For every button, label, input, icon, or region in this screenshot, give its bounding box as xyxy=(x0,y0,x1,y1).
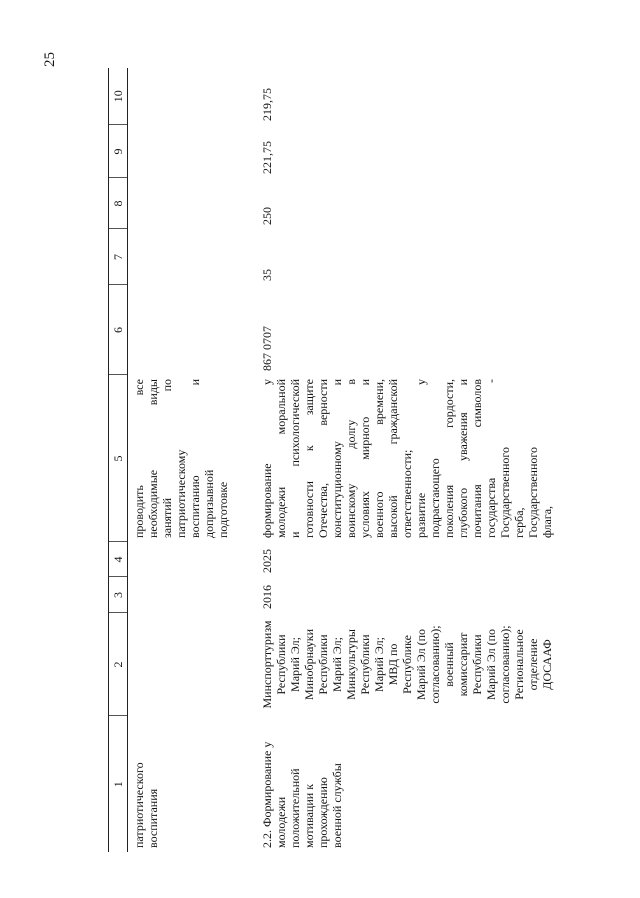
text-line: Отечества, верности xyxy=(316,379,330,538)
row1-col2 xyxy=(128,613,257,716)
text-line: согласованию); xyxy=(428,625,442,704)
row1-col3 xyxy=(128,577,257,613)
row1-col5 xyxy=(128,375,257,542)
text-line: глубокого уважения и xyxy=(456,379,470,538)
text-line: Марий Эл (по xyxy=(414,629,428,701)
text-line: Государственного xyxy=(498,447,512,538)
text-line: Республики xyxy=(470,634,484,695)
col-header-4: 4 xyxy=(109,542,128,577)
text-line: Республики xyxy=(358,634,372,695)
text-line: формирование у xyxy=(260,379,274,538)
row2-col7: 35 xyxy=(260,269,274,281)
row1-col8 xyxy=(128,178,257,229)
text-line: почитания символов xyxy=(470,379,484,538)
text-line: и психологической xyxy=(288,379,302,538)
text-line: развитие у xyxy=(414,379,428,538)
row2-col3: 2016 xyxy=(260,585,274,609)
text-line: Государственного xyxy=(526,447,540,538)
col-header-3: 3 xyxy=(109,577,128,613)
text-line: поколения гордости, xyxy=(442,379,456,538)
row1-col10 xyxy=(128,68,257,125)
text-line: воинскому долгу в xyxy=(344,379,358,538)
col-header-10: 10 xyxy=(109,68,128,125)
text-line: Республики xyxy=(274,634,288,695)
text-line: герба, xyxy=(512,507,526,538)
text-line: Марий Эл; xyxy=(330,637,344,692)
text-line: Марий Эл; xyxy=(288,637,302,692)
table-row xyxy=(256,68,554,852)
row1-col7 xyxy=(128,229,257,285)
text-line: проводить все xyxy=(132,379,146,538)
header-row xyxy=(109,68,128,852)
col-header-6: 6 xyxy=(109,285,128,375)
text-line: подрастающего xyxy=(428,458,442,538)
text-line: государства - xyxy=(484,379,498,538)
table-row xyxy=(128,68,257,852)
text-line: допризывной xyxy=(202,469,216,538)
row2-col6: 867 0707 xyxy=(260,326,274,371)
text-line: условиях мирного и xyxy=(358,379,372,538)
program-table xyxy=(108,68,554,852)
text-line: положительной xyxy=(288,768,302,848)
row1-col6 xyxy=(128,285,257,375)
text-line: высокой гражданской xyxy=(386,379,400,538)
text-line: комиссариат xyxy=(456,632,470,697)
text-line: МВД по xyxy=(386,643,400,686)
text-line: отделение xyxy=(526,638,540,691)
text-line: конституционному и xyxy=(330,379,344,538)
text-line: ответственности; xyxy=(400,449,414,538)
text-line: прохождению xyxy=(316,777,330,848)
text-line: Минкультуры xyxy=(344,629,358,700)
page-number: 25 xyxy=(42,52,58,67)
text-line: флага, xyxy=(540,505,554,538)
col-header-9: 9 xyxy=(109,125,128,178)
col-header-5: 5 xyxy=(109,375,128,542)
rotated-table-page xyxy=(108,68,634,852)
col-header-1: 1 xyxy=(109,716,128,852)
text-line: 2.2. Формирование у xyxy=(260,741,274,848)
row2-col4: 2025 xyxy=(260,549,274,573)
text-line: Минспорттуризм xyxy=(260,620,274,709)
text-line: военной службы xyxy=(330,763,344,848)
text-line: Республики xyxy=(316,634,330,695)
text-line: согласованию); xyxy=(498,625,512,704)
text-line: молодежи xyxy=(274,796,288,848)
text-line: ДОСААФ xyxy=(540,639,554,690)
text-line: военный xyxy=(442,642,456,687)
text-line: необходимые виды xyxy=(146,379,160,538)
text-line: подготовке xyxy=(216,481,230,538)
col-header-8: 8 xyxy=(109,178,128,229)
row2-col8: 250 xyxy=(260,207,274,225)
row2-col1 xyxy=(256,716,554,852)
row1-col1: патриотического воспитания xyxy=(132,762,160,848)
text-line: Региональное xyxy=(512,629,526,700)
text-line: воспитанию и xyxy=(188,379,202,538)
row2-col10: 219,75 xyxy=(260,88,274,121)
text-line: готовности к защите xyxy=(302,379,316,538)
text-line: Минобрнауки xyxy=(302,629,316,701)
text-line: Марий Эл (по xyxy=(484,629,498,701)
row2-col5 xyxy=(256,375,554,542)
row2-col2 xyxy=(256,613,554,716)
text-line: Марий Эл; xyxy=(372,637,386,692)
text-line: мотивации к xyxy=(302,783,316,848)
text-line: Республике xyxy=(400,635,414,694)
row1-col4 xyxy=(128,542,257,577)
text-line: молодежи моральной xyxy=(274,379,288,538)
row1-col9 xyxy=(128,125,257,178)
col-header-7: 7 xyxy=(109,229,128,285)
text-line: патриотическому xyxy=(174,449,188,538)
text-line: военного времени, xyxy=(372,379,386,538)
text-line: занятий по xyxy=(160,379,174,538)
row2-col9: 221,75 xyxy=(260,141,274,174)
col-header-2: 2 xyxy=(109,613,128,716)
